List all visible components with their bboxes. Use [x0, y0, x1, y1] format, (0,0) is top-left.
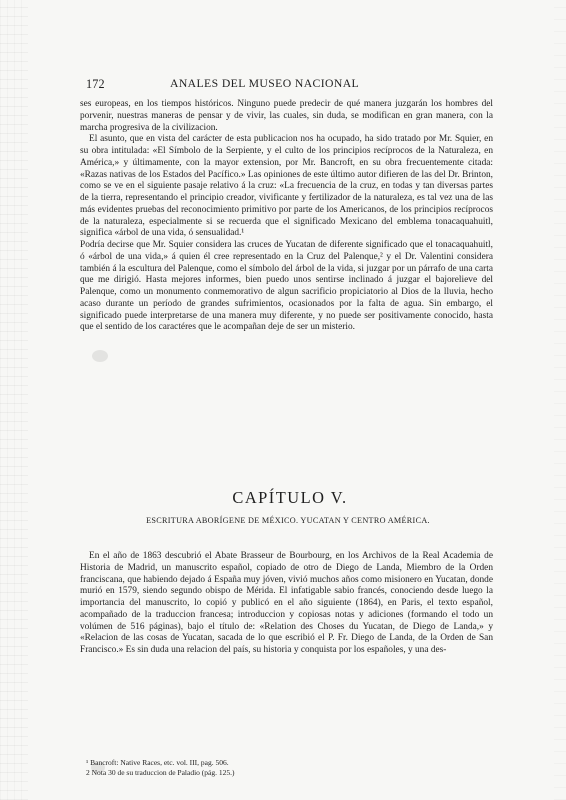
- chapter-title: CAPÍTULO V.: [232, 488, 348, 507]
- footnote: ¹ Bancroft: Native Races, etc. vol. III, pag. 506.: [86, 758, 229, 767]
- print-smudge: [92, 350, 108, 362]
- chapter-subtitle: ESCRITURA ABORÍGENE DE MÉXICO. YUCATAN Y CENTRO AMÉRICA.: [146, 516, 430, 525]
- footnote: 2 Nota 30 de su traduccion de Paladio (pág. 125.): [86, 768, 235, 777]
- body-paragraph: ses europeas, en los tiempos históricos. Ninguno puede predecir de qué manera juzgarán los hombres del porvenir, nuestras maneras de pensar y de vivir, las cuales, sin duda, se modifican en gran manera, con la marcha progresiva de la civilizacion.: [80, 99, 493, 133]
- body-text: [80, 99, 493, 334]
- chapter-paragraph: En el año de 1863 descubrió el Abate Brasseur de Bourbourg, en los Archivos de la Real Academia de Historia de Madrid, un manuscrito español, copiado de otro de Diego de Landa, Miembro de la Orden franciscana, que habiendo dejado á España muy jóven, vivió muchos años como misionero en Yucatan, donde murió en 1579, siendo segundo obispo de Mérida. El infatigable sabio francés, conociendo desde luego la importancia del manuscrito, lo copió y publicó en el año siguiente (1864), en Paris, el texto español, acompañado de la traduccion francesa; introduccion y copiosas notas y adiciones (formando el todo un volúmen de 516 páginas), bajo el título de: «Relation des Choses du Yucatan, de Diego de Landa,» y «Relacion de las cosas de Yucatan, sacada de lo que escribió el P. Fr. Diego de Landa, de la Orden de San Francisco.» Es sin duda una relacion del país, su historia y conquista por los españoles, y una des-: [80, 551, 493, 655]
- running-title: ANALES DEL MUSEO NACIONAL: [170, 77, 360, 90]
- page-header: [86, 77, 492, 95]
- body-paragraph: Podría decirse que Mr. Squier considera las cruces de Yucatan de diferente significado que el tonacaquahuitl, ó «árbol de una vida,» á quien él cree representado en la Cruz del Palenque,² y el Dr. Valentini considera también á la escultura del Palenque, como el símbolo del árbol de la vida, si juzgar por un párrafo de una carta que me dirigió. Hasta mejores informes, bien puedo unos sentirse inclinado á juzgar el bajorelieve del Palenque, como un monumento conmemorativo de algun sacrificio propiciatorio al Dios de la lluvia, hecho acaso durante un período de grandes sufrimientos, ocasionados por la falta de agua. Sin embargo, el significado puede interpretarse de una manera muy diferente, y no puede ser positivamente conocido, hasta que el sentido de los caractéres que le acompañan deje de ser un misterio.: [80, 240, 493, 333]
- footnotes: [86, 758, 386, 778]
- body-paragraph: El asunto, que en vista del carácter de esta publicacion nos ha ocupado, ha sido tratado por Mr. Squier, en su obra intitulada: «El Símbolo de la Serpiente, y el culto de los principios recíprocos de la Naturaleza, en América,» y últimamente, con la mayor extension, por Mr. Bancroft, en su obra frecuentemente citada: «Razas nativas de los Estados del Pacífico.» Las opiniones de este último autor difieren de las del Dr. Brinton, como se ve en el siguiente pasaje relativo á la cruz: «La frecuencia de la cruz, en todas y tan diversas partes de la tierra, representando el principio creador, vivificante y fertilizador de la naturaleza, es tal vez una de las más evidentes pruebas del reconocimiento primitivo por parte de los Americanos, de los principios recíprocos de la naturaleza, especialmente si se recuerda que el significado Mexicano del emblema tonacaquahuitl, significa «árbol de una vida, ó sensualidad.¹: [80, 134, 493, 239]
- scan-edge-noise-right: [554, 0, 566, 800]
- scan-edge-noise: [0, 0, 28, 800]
- chapter-text: [80, 551, 493, 657]
- page-number: 172: [86, 77, 105, 91]
